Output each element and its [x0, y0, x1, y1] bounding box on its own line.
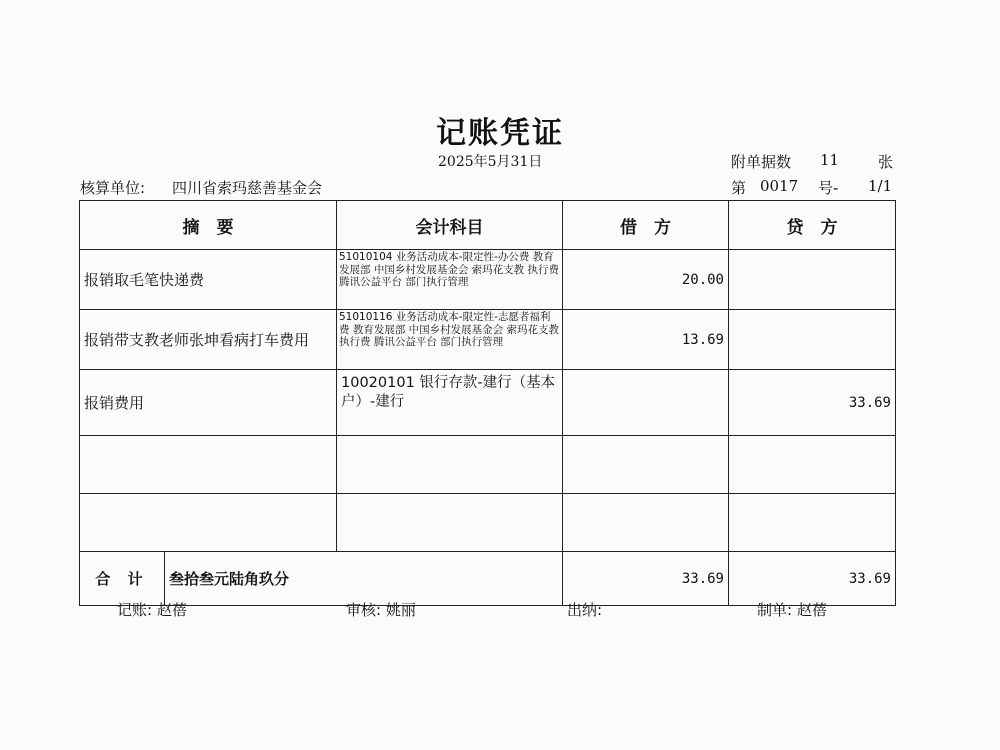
header-account: 会计科目 [337, 201, 563, 250]
row-account: 51010104 业务活动成本-限定性-办公费 教育发展部 中国乡村发展基金会 索玛花支教 执行费 腾讯公益平台 部门执行管理 [337, 250, 563, 310]
table-row [80, 370, 896, 436]
header-credit: 贷 方 [729, 201, 896, 250]
preparer-signature: 制单: 赵蓓 [757, 601, 827, 619]
row-credit: 33.69 [729, 370, 896, 436]
table-row [80, 310, 896, 370]
row-summary: 报销带支教老师张坤看病打车费用 [80, 310, 337, 370]
voucher-number: 0017 [760, 177, 799, 195]
total-label: 合 计 [80, 552, 165, 605]
empty-cell [80, 436, 337, 494]
voucher-page: 1/1 [868, 177, 893, 195]
voucher-table [79, 200, 896, 606]
row-debit [563, 370, 729, 436]
empty-cell [80, 494, 337, 552]
table-row-empty [80, 436, 896, 494]
row-summary: 报销费用 [80, 370, 337, 436]
row-credit [729, 250, 896, 310]
voucher-hao: 号- [818, 179, 839, 197]
empty-cell [563, 436, 729, 494]
total-row [80, 552, 896, 606]
attachment-unit: 张 [878, 153, 894, 171]
voucher-title: 记账凭证 [436, 116, 564, 151]
header-summary: 摘 要 [80, 201, 337, 250]
table-row [80, 250, 896, 310]
empty-cell [729, 494, 896, 552]
row-summary: 报销取毛笔快递费 [80, 250, 337, 310]
unit-name: 四川省索玛慈善基金会 [172, 179, 323, 197]
total-cell [80, 552, 563, 606]
voucher-prefix: 第 [731, 179, 747, 197]
row-account: 51010116 业务活动成本-限定性-志愿者福利费 教育发展部 中国乡村发展基金会 索玛花支教 执行费 腾讯公益平台 部门执行管理 [337, 310, 563, 370]
empty-cell [563, 494, 729, 552]
header-debit: 借 方 [563, 201, 729, 250]
bookkeeper-signature: 记账: 赵蓓 [117, 601, 187, 619]
total-debit: 33.69 [563, 552, 729, 606]
attachment-count: 11 [820, 151, 840, 169]
voucher-date: 2025年5月31日 [438, 154, 543, 170]
attachment-label: 附单据数 [731, 153, 792, 171]
cashier-signature: 出纳: [567, 601, 603, 619]
table-row-empty [80, 494, 896, 552]
row-debit: 13.69 [563, 310, 729, 370]
table-header-row [80, 201, 896, 250]
reviewer-signature: 审核: 姚丽 [346, 601, 416, 619]
total-words: 叁拾叁元陆角玖分 [169, 570, 290, 588]
row-debit: 20.00 [563, 250, 729, 310]
unit-label: 核算单位: [80, 179, 146, 197]
empty-cell [729, 436, 896, 494]
row-credit [729, 310, 896, 370]
empty-cell [337, 436, 563, 494]
total-credit: 33.69 [729, 552, 896, 606]
empty-cell [337, 494, 563, 552]
row-account: 10020101 银行存款-建行（基本户）-建行 [337, 370, 563, 436]
